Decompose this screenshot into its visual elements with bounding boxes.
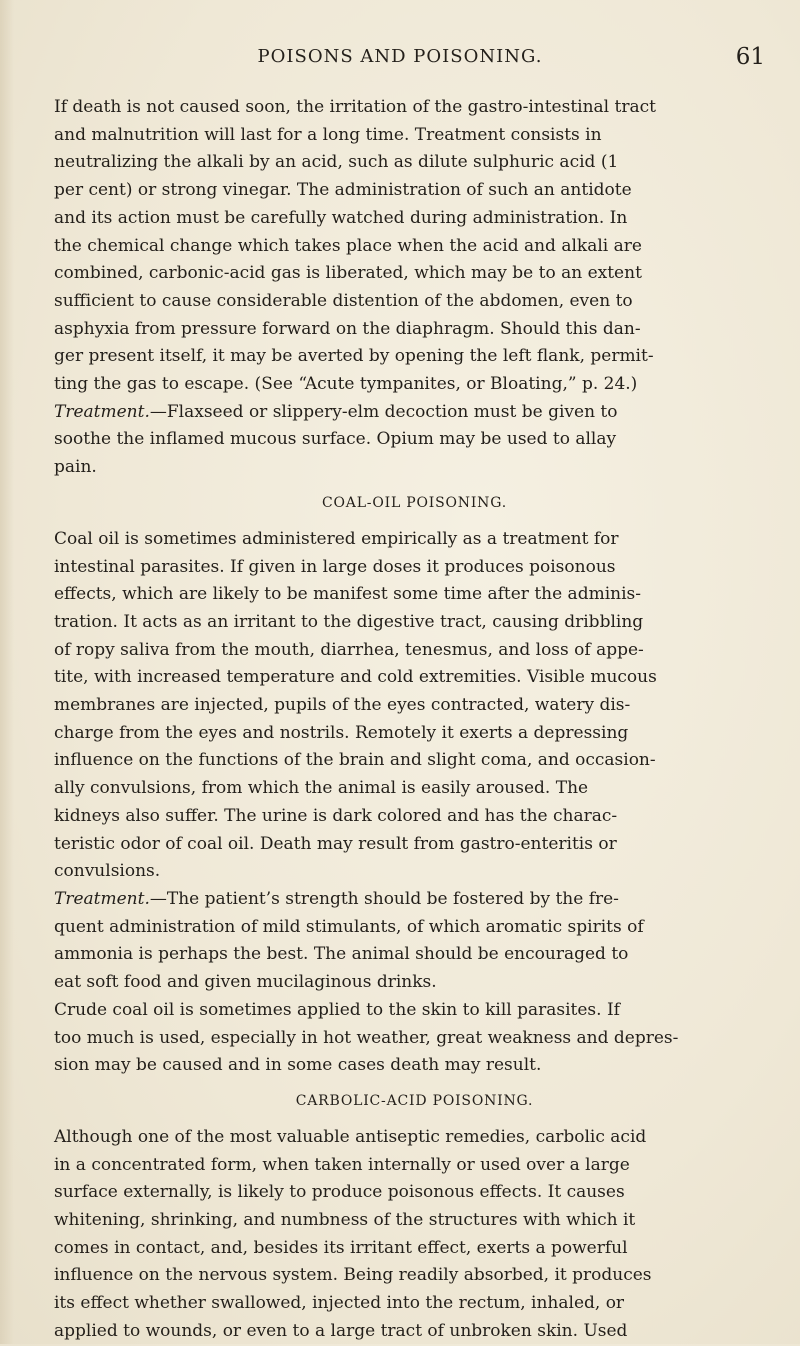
- text-line: the chemical change which takes place when the acid and alkali are: [54, 235, 642, 256]
- text-line: surface externally, is likely to produce poisonous effects. It causes: [54, 1182, 625, 1203]
- text-line: membranes are injected, pupils of the eyes contracted, watery dis-: [54, 695, 631, 716]
- text-line: ting the gas to escape. (See “Acute tympanites, or Bloating,” p. 24.): [54, 374, 638, 395]
- text-line: tration. It acts as an irritant to the digestive tract, causing dribbling: [54, 611, 644, 632]
- text-line: tite, with increased temperature and cold extremities. Visible mucous: [54, 667, 657, 688]
- page-binding-edge: [0, 0, 14, 1344]
- text-line: [54, 399, 775, 427]
- paragraph-carbolic-acid: [54, 1124, 775, 1346]
- text-line: ally convulsions, from which the animal is easily aroused. The: [54, 778, 589, 799]
- text-line: soothe the inflamed mucous surface. Opium may be used to allay: [54, 429, 617, 450]
- text-line: pain.: [54, 457, 97, 478]
- text-line: and malnutrition will last for a long time. Treatment consists in: [54, 124, 602, 145]
- treatment-text: —The patient’s strength should be fostered by the fre-: [149, 888, 619, 909]
- text-line: Coal oil is sometimes administered empirically as a treatment for: [54, 528, 619, 549]
- text-line: quent administration of mild stimulants, of which aromatic spirits of: [54, 916, 644, 937]
- text-line: too much is used, especially in hot weather, great weakness and depres-: [54, 1027, 679, 1048]
- section-heading-carbolic-acid: CARBOLIC-ACID POISONING.: [295, 1092, 534, 1109]
- treatment-label: Treatment.: [54, 401, 150, 422]
- text-line: influence on the functions of the brain and slight coma, and occasion-: [54, 750, 656, 771]
- page-number: 61: [735, 44, 765, 70]
- text-line: applied to wounds, or even to a large tract of unbroken skin. Used: [54, 1320, 628, 1341]
- text-line: influence on the nervous system. Being readily absorbed, it produces: [54, 1265, 652, 1286]
- treatment-text: —Flaxseed or slippery-elm decoction must be given to: [149, 401, 618, 422]
- text-line: asphyxia from pressure forward on the diaphragm. Should this dan-: [54, 318, 641, 339]
- paragraph-alkali-treatment: [54, 94, 775, 399]
- text-line: effects, which are likely to be manifest some time after the adminis-: [54, 584, 641, 605]
- text-line: teristic odor of coal oil. Death may result from gastro-enteritis or: [54, 833, 617, 854]
- text-line: of ropy saliva from the mouth, diarrhea, tenesmus, and loss of appe-: [54, 639, 644, 660]
- running-title: POISONS AND POISONING.: [257, 46, 543, 67]
- section-heading-coal-oil: COAL-OIL POISONING.: [322, 494, 507, 511]
- paragraph-coal-oil-treatment: [54, 886, 775, 997]
- paragraph-coal-oil: [54, 526, 775, 886]
- text-line: sion may be caused and in some cases death may result.: [54, 1055, 542, 1076]
- running-head: [0, 44, 800, 70]
- treatment-label: Treatment.: [54, 888, 150, 909]
- text-line: comes in contact, and, besides its irritant effect, exerts a powerful: [54, 1237, 628, 1258]
- text-line: ger present itself, it may be averted by opening the left flank, permit-: [54, 346, 654, 367]
- body-text: [54, 94, 775, 1346]
- text-line: convulsions.: [54, 861, 161, 882]
- text-line: in a concentrated form, when taken internally or used over a large: [54, 1154, 630, 1175]
- text-line: charge from the eyes and nostrils. Remotely it exerts a depressing: [54, 722, 629, 743]
- text-line: and its action must be carefully watched during administration. In: [54, 207, 628, 228]
- text-line: whitening, shrinking, and numbness of the structures with which it: [54, 1210, 636, 1231]
- paragraph-crude-coal-oil: [54, 997, 775, 1080]
- text-line: Although one of the most valuable antiseptic remedies, carbolic acid: [54, 1126, 647, 1147]
- text-line: its effect whether swallowed, injected into the rectum, inhaled, or: [54, 1293, 625, 1314]
- text-line: ammonia is perhaps the best. The animal should be encouraged to: [54, 944, 629, 965]
- text-line: sufficient to cause considerable distention of the abdomen, even to: [54, 290, 633, 311]
- text-line: [54, 886, 775, 914]
- text-line: combined, carbonic-acid gas is liberated, which may be to an extent: [54, 263, 642, 284]
- paragraph-alkali-treatment-2: [54, 399, 775, 482]
- text-line: If death is not caused soon, the irritation of the gastro-intestinal tract: [54, 97, 656, 117]
- text-line: kidneys also suffer. The urine is dark colored and has the charac-: [54, 805, 618, 826]
- text-line: neutralizing the alkali by an acid, such as dilute sulphuric acid (1: [54, 152, 619, 173]
- text-line: per cent) or strong vinegar. The administration of such an antidote: [54, 180, 632, 201]
- text-line: eat soft food and given mucilaginous drinks.: [54, 972, 437, 993]
- text-line: Crude coal oil is sometimes applied to the skin to kill parasites. If: [54, 999, 620, 1020]
- text-line: intestinal parasites. If given in large doses it produces poisonous: [54, 556, 616, 577]
